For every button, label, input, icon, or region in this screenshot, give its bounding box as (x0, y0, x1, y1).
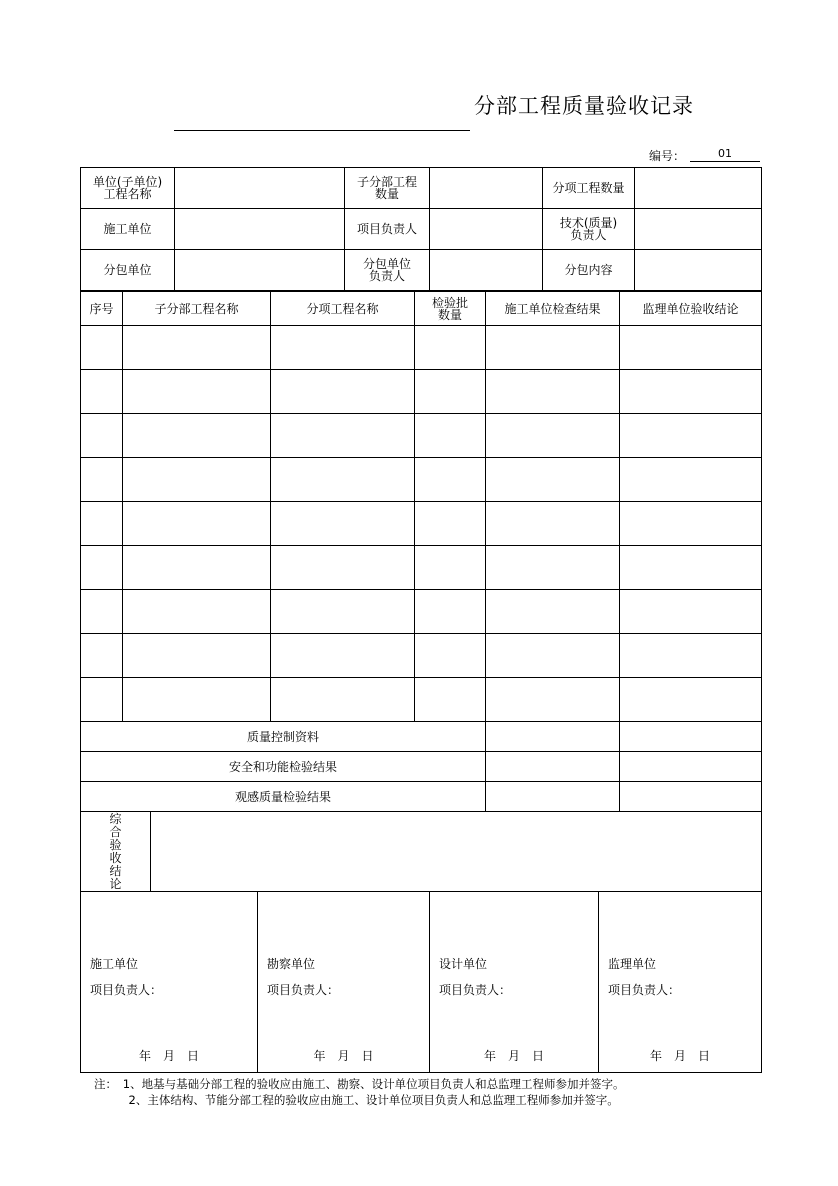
table-cell[interactable] (620, 546, 762, 590)
summary-value[interactable] (486, 722, 620, 752)
table-cell[interactable] (415, 634, 486, 678)
summary-value[interactable] (486, 752, 620, 782)
table-cell[interactable] (486, 414, 620, 458)
table-cell[interactable] (123, 326, 271, 370)
table-cell[interactable] (81, 678, 123, 722)
table-row (81, 414, 762, 458)
table-cell[interactable] (123, 502, 271, 546)
header-info-table (80, 167, 762, 291)
table-cell[interactable] (81, 414, 123, 458)
table-cell[interactable] (620, 414, 762, 458)
header-label: 施工单位 (81, 209, 175, 250)
conclusion-label: 综合验收结论 (109, 811, 122, 891)
note-2: 2、主体结构、节能分部工程的验收应由施工、设计单位项目负责人和总监理工程师参加并签字。 (94, 1093, 619, 1107)
table-cell[interactable] (620, 678, 762, 722)
table-cell[interactable] (415, 458, 486, 502)
header-label: 单位(子单位) 工程名称 (81, 168, 175, 209)
table-cell[interactable] (271, 414, 415, 458)
table-cell[interactable] (81, 326, 123, 370)
signature-person: 项目负责人： (439, 983, 512, 997)
table-row (81, 458, 762, 502)
header-row (81, 168, 762, 209)
header-label: 分项工程数量 (543, 168, 635, 209)
column-header: 施工单位检查结果 (486, 292, 620, 326)
page-title: 分部工程质量验收记录 (474, 94, 694, 118)
header-label: 分包单位 (81, 250, 175, 291)
summary-label: 质量控制资料 (81, 722, 486, 752)
table-cell[interactable] (123, 678, 271, 722)
column-header: 检验批 数量 (415, 292, 486, 326)
record-number-label: 编号： (649, 149, 686, 163)
table-cell[interactable] (620, 634, 762, 678)
table-cell[interactable] (81, 502, 123, 546)
header-row (81, 250, 762, 291)
column-header: 序号 (81, 292, 123, 326)
header-value[interactable] (635, 250, 762, 291)
header-row (81, 209, 762, 250)
table-cell[interactable] (415, 326, 486, 370)
header-label: 分包内容 (543, 250, 635, 291)
table-row (81, 590, 762, 634)
table-row (81, 546, 762, 590)
header-value[interactable] (430, 250, 543, 291)
conclusion-content[interactable] (151, 812, 762, 892)
record-number-value[interactable]: 01 (690, 147, 760, 162)
summary-value[interactable] (620, 722, 762, 752)
note-1: 注： 1、地基与基础分部工程的验收应由施工、勘察、设计单位项目负责人和总监理工程师参加并签字。 (94, 1077, 625, 1091)
table-cell[interactable] (271, 326, 415, 370)
header-label: 项目负责人 (345, 209, 430, 250)
summary-value[interactable] (620, 752, 762, 782)
table-cell[interactable] (123, 414, 271, 458)
header-value[interactable] (175, 209, 345, 250)
table-cell[interactable] (486, 326, 620, 370)
table-cell[interactable] (486, 458, 620, 502)
table-cell[interactable] (123, 590, 271, 634)
signature-person: 项目负责人： (90, 983, 163, 997)
column-header: 分项工程名称 (271, 292, 415, 326)
table-cell[interactable] (123, 458, 271, 502)
table-cell[interactable] (486, 678, 620, 722)
table-cell[interactable] (620, 458, 762, 502)
header-label: 分包单位 负责人 (345, 250, 430, 291)
table-cell[interactable] (271, 370, 415, 414)
table-cell[interactable] (415, 546, 486, 590)
signature-person: 项目负责人： (608, 983, 681, 997)
table-row (81, 370, 762, 414)
summary-label: 安全和功能检验结果 (81, 752, 486, 782)
summary-row (81, 752, 762, 782)
table-cell[interactable] (81, 590, 123, 634)
signature-cell[interactable] (258, 892, 430, 1073)
table-cell[interactable] (486, 502, 620, 546)
table-cell[interactable] (81, 370, 123, 414)
table-cell[interactable] (620, 370, 762, 414)
header-value[interactable] (635, 168, 762, 209)
signature-date: 年 月 日 (483, 1049, 544, 1063)
signature-person: 项目负责人： (267, 983, 340, 997)
table-cell[interactable] (620, 326, 762, 370)
signature-date: 年 月 日 (649, 1049, 710, 1063)
signature-unit: 监理单位 (608, 957, 657, 971)
conclusion-label-cell (81, 812, 151, 892)
column-header: 监理单位验收结论 (620, 292, 762, 326)
header-label: 技术(质量) 负责人 (543, 209, 635, 250)
signature-unit: 施工单位 (90, 957, 139, 971)
table-cell[interactable] (271, 458, 415, 502)
header-value[interactable] (175, 250, 345, 291)
table-cell[interactable] (271, 546, 415, 590)
signature-cell[interactable] (430, 892, 599, 1073)
table-cell[interactable] (415, 590, 486, 634)
table-cell[interactable] (415, 678, 486, 722)
table-cell[interactable] (81, 634, 123, 678)
table-cell[interactable] (81, 458, 123, 502)
conclusion-table (80, 811, 762, 892)
signature-cell[interactable] (599, 892, 762, 1073)
header-value[interactable] (635, 209, 762, 250)
table-cell[interactable] (486, 590, 620, 634)
title-underline (174, 130, 470, 131)
summary-row (81, 782, 762, 812)
summary-value[interactable] (486, 782, 620, 812)
signature-date: 年 月 日 (138, 1049, 199, 1063)
summary-row (81, 722, 762, 752)
table-cell[interactable] (415, 370, 486, 414)
table-cell[interactable] (415, 414, 486, 458)
column-header: 子分部工程名称 (123, 292, 271, 326)
signature-date: 年 月 日 (313, 1049, 374, 1063)
table-row (81, 502, 762, 546)
header-value[interactable] (430, 209, 543, 250)
table-cell[interactable] (415, 502, 486, 546)
table-cell[interactable] (271, 678, 415, 722)
table-cell[interactable] (81, 546, 123, 590)
table-row (81, 634, 762, 678)
header-value[interactable] (430, 168, 543, 209)
table-cell[interactable] (123, 634, 271, 678)
table-row (81, 678, 762, 722)
summary-label: 观感质量检验结果 (81, 782, 486, 812)
table-cell[interactable] (620, 502, 762, 546)
items-table (80, 291, 762, 812)
table-cell[interactable] (123, 546, 271, 590)
table-cell[interactable] (486, 546, 620, 590)
column-header-row (81, 292, 762, 326)
signature-cell[interactable] (81, 892, 258, 1073)
table-row (81, 326, 762, 370)
table-cell[interactable] (271, 590, 415, 634)
signature-unit: 设计单位 (439, 957, 488, 971)
table-cell[interactable] (123, 370, 271, 414)
header-label: 子分部工程 数量 (345, 168, 430, 209)
table-cell[interactable] (271, 502, 415, 546)
table-cell[interactable] (271, 634, 415, 678)
table-cell[interactable] (486, 370, 620, 414)
signature-table (80, 891, 762, 1073)
table-cell[interactable] (620, 590, 762, 634)
header-value[interactable] (175, 168, 345, 209)
signature-unit: 勘察单位 (267, 957, 316, 971)
table-cell[interactable] (486, 634, 620, 678)
summary-value[interactable] (620, 782, 762, 812)
